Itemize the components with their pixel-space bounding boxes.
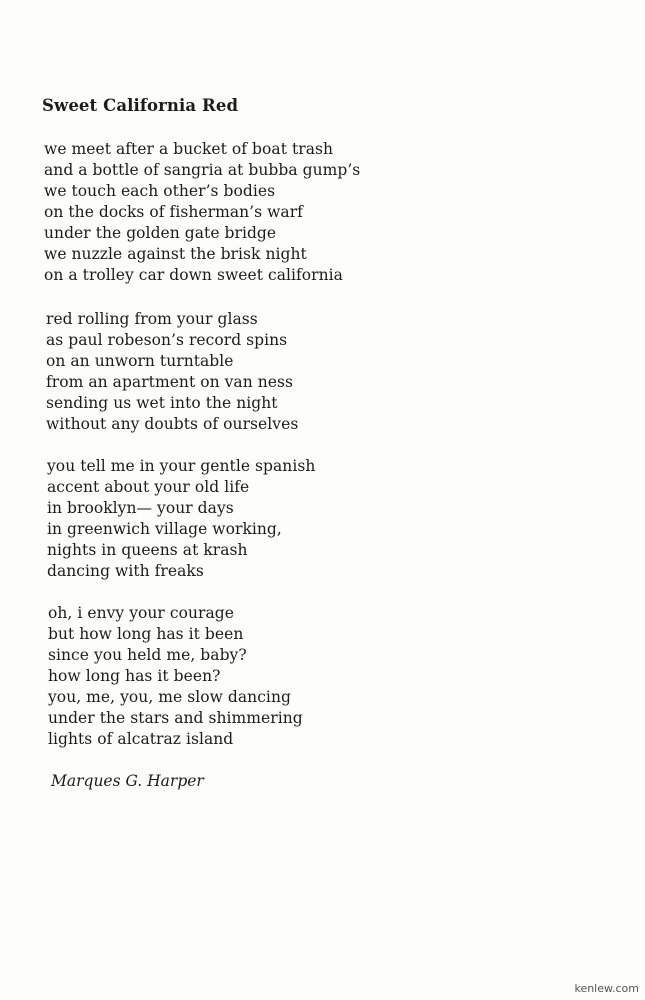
poem-line: since you held me, baby? [48,646,247,664]
poem-line: from an apartment on van ness [46,373,293,391]
poem-line: lights of alcatraz island [48,730,234,748]
stanza-4 [48,603,303,750]
poem-line: as paul robeson’s record spins [46,331,288,349]
poem-line: and a bottle of sangria at bubba gump’s [44,161,361,179]
site-watermark: kenlew.com [574,982,639,995]
poem-line: without any doubts of ourselves [46,415,299,433]
poem-line: under the golden gate bridge [44,224,277,242]
poem-line: on an unworn turntable [46,352,234,370]
stanza-2 [46,309,298,435]
poem-line: sending us wet into the night [46,394,278,412]
poem-line: on a trolley car down sweet california [44,266,343,284]
poem-line: accent about your old life [47,478,250,496]
poem-line: oh, i envy your courage [48,604,234,622]
poem-line: red rolling from your glass [46,310,258,328]
poem-title: Sweet California Red [42,96,239,115]
poem-line: dancing with freaks [47,562,204,580]
poem-line: on the docks of fisherman’s warf [44,203,303,221]
stanza-3 [47,456,315,582]
poem-line: you, me, you, me slow dancing [48,688,291,706]
poem-line: under the stars and shimmering [48,709,303,727]
poem-author: Marques G. Harper [51,772,204,790]
poem-line: in greenwich village working, [47,520,282,538]
poem-line: you tell me in your gentle spanish [47,457,316,475]
stanza-1 [44,139,360,286]
poem-line: in brooklyn— your days [47,499,234,517]
poem-line: we nuzzle against the brisk night [44,245,307,263]
poem-line: how long has it been? [48,667,221,685]
poem-line: but how long has it been [48,625,244,643]
poem-line: we touch each other’s bodies [44,182,276,200]
poem-line: nights in queens at krash [47,541,248,559]
poem-line: we meet after a bucket of boat trash [44,140,334,158]
